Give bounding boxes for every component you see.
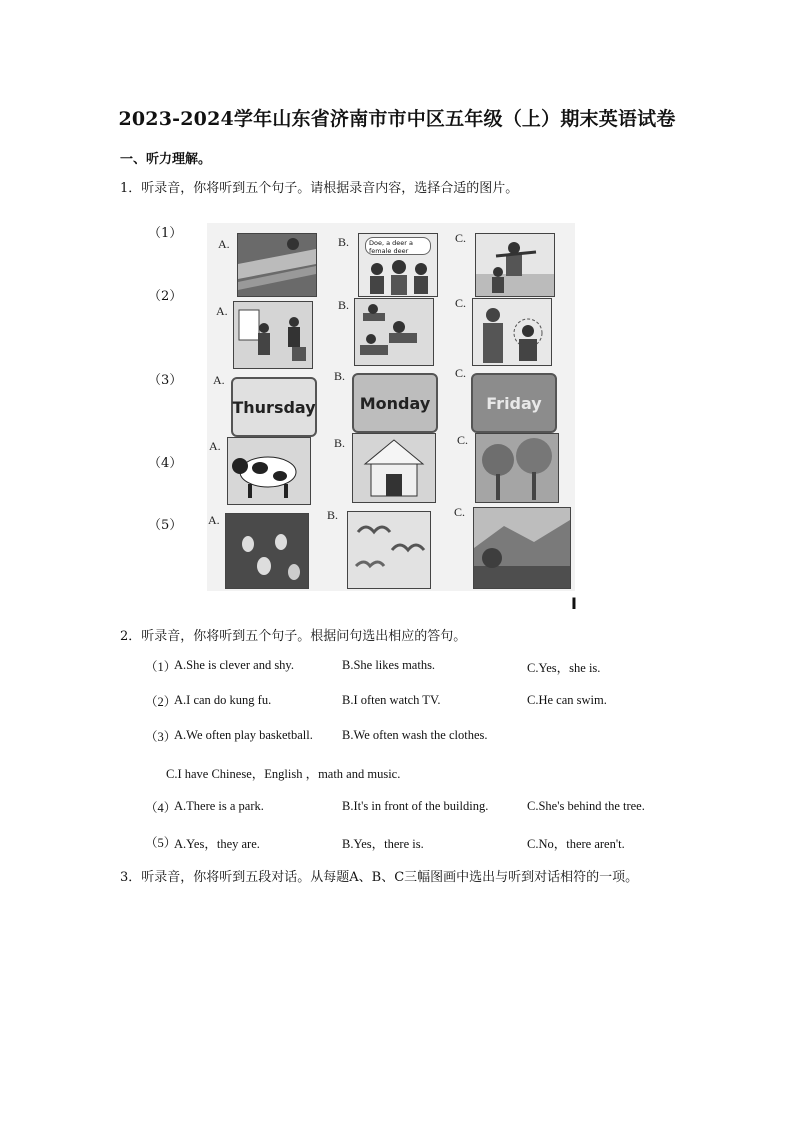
q2-item2-option-a[interactable]: A.I can do kung fu. xyxy=(174,693,272,707)
row5-picture-landscape[interactable] xyxy=(473,507,571,589)
q1-label-2: （2） xyxy=(148,289,183,304)
day-card-friday[interactable]: Friday xyxy=(471,373,557,433)
row5-letter-a: A. xyxy=(208,513,220,527)
speech-bubble: Doe, a deer a female deer xyxy=(365,237,431,255)
question-1-text: 1．听录音，你将听到五个句子。请根据录音内容，选择合适的图片。 xyxy=(120,181,519,196)
row2-picture-a[interactable] xyxy=(233,301,313,369)
q2-item4-number: （4） xyxy=(145,801,177,815)
row1-letter-a: A. xyxy=(218,237,230,251)
row3-letter-a: A. xyxy=(213,373,225,387)
picture-grid xyxy=(207,223,575,591)
row2-letter-a: A. xyxy=(216,304,228,318)
row2-letter-c: C. xyxy=(455,296,467,310)
q2-item5-number: （5） xyxy=(145,836,177,850)
q1-label-5: （5） xyxy=(148,518,183,533)
row4-letter-a: A. xyxy=(209,439,221,453)
row1-letter-b: B. xyxy=(338,235,350,249)
q2-item5-option-b[interactable]: B.Yes，there is. xyxy=(342,837,424,851)
q2-item4-option-c[interactable]: C.She's behind the tree. xyxy=(527,799,645,813)
q2-item1-option-a[interactable]: A.She is clever and shy. xyxy=(174,658,294,672)
q2-item3-number: （3） xyxy=(145,730,177,744)
q2-item4-option-a[interactable]: A.There is a park. xyxy=(174,799,264,813)
q2-item1-number: （1） xyxy=(145,660,177,674)
row1-letter-c: C. xyxy=(455,231,467,245)
q2-item2-number: （2） xyxy=(145,695,177,709)
row4-picture-doghouse[interactable] xyxy=(352,433,436,503)
page-title: 2023-2024学年山东省济南市市中区五年级（上）期末英语试卷 xyxy=(118,108,676,130)
q2-item2-option-b[interactable]: B.I often watch TV. xyxy=(342,693,441,707)
q2-item3-option-a[interactable]: A.We often play basketball. xyxy=(174,728,313,742)
day-card-monday[interactable]: Monday xyxy=(352,373,438,433)
question-3-text: 3．听录音，你将听到五段对话。从每题A、B、C三幅图画中选出与听到对话相符的一项。 xyxy=(120,870,639,885)
row1-picture-a[interactable] xyxy=(237,233,317,297)
q2-item5-option-c[interactable]: C.No，there aren't. xyxy=(527,837,625,851)
section-heading: 一、听力理解。 xyxy=(120,152,212,167)
row4-picture-cow[interactable] xyxy=(227,437,311,505)
q1-label-4: （4） xyxy=(148,456,183,471)
q1-label-1: （1） xyxy=(148,226,183,241)
q2-item2-option-c[interactable]: C.He can swim. xyxy=(527,693,607,707)
row2-picture-b[interactable] xyxy=(354,298,434,366)
question-2-text: 2．听录音，你将听到五个句子。根据问句选出相应的答句。 xyxy=(120,629,467,644)
row1-picture-b[interactable] xyxy=(358,233,438,297)
row3-letter-c: C. xyxy=(455,366,467,380)
q2-item5-option-a[interactable]: A.Yes，they are. xyxy=(174,837,260,851)
row4-picture-trees[interactable] xyxy=(475,433,559,503)
day-card-thursday[interactable]: Thursday xyxy=(231,377,317,437)
row2-letter-b: B. xyxy=(338,298,350,312)
row2-picture-c[interactable] xyxy=(472,298,552,366)
page-mark: I xyxy=(571,594,577,613)
row1-picture-c[interactable] xyxy=(475,233,555,297)
row3-letter-b: B. xyxy=(334,369,346,383)
row5-letter-b: B. xyxy=(327,508,339,522)
q2-item3-option-c[interactable]: C.I have Chinese，English ，math and music. xyxy=(166,767,401,781)
row5-letter-c: C. xyxy=(454,505,466,519)
row5-picture-rabbits[interactable] xyxy=(225,513,309,589)
q2-item1-option-c[interactable]: C.Yes，she is. xyxy=(527,661,601,675)
row4-letter-c: C. xyxy=(457,433,469,447)
q1-label-3: （3） xyxy=(148,373,183,388)
q2-item3-option-b[interactable]: B.We often wash the clothes. xyxy=(342,728,488,742)
row5-picture-birds[interactable] xyxy=(347,511,431,589)
q2-item1-option-b[interactable]: B.She likes maths. xyxy=(342,658,436,672)
row4-letter-b: B. xyxy=(334,436,346,450)
q2-item4-option-b[interactable]: B.It's in front of the building. xyxy=(342,799,489,813)
